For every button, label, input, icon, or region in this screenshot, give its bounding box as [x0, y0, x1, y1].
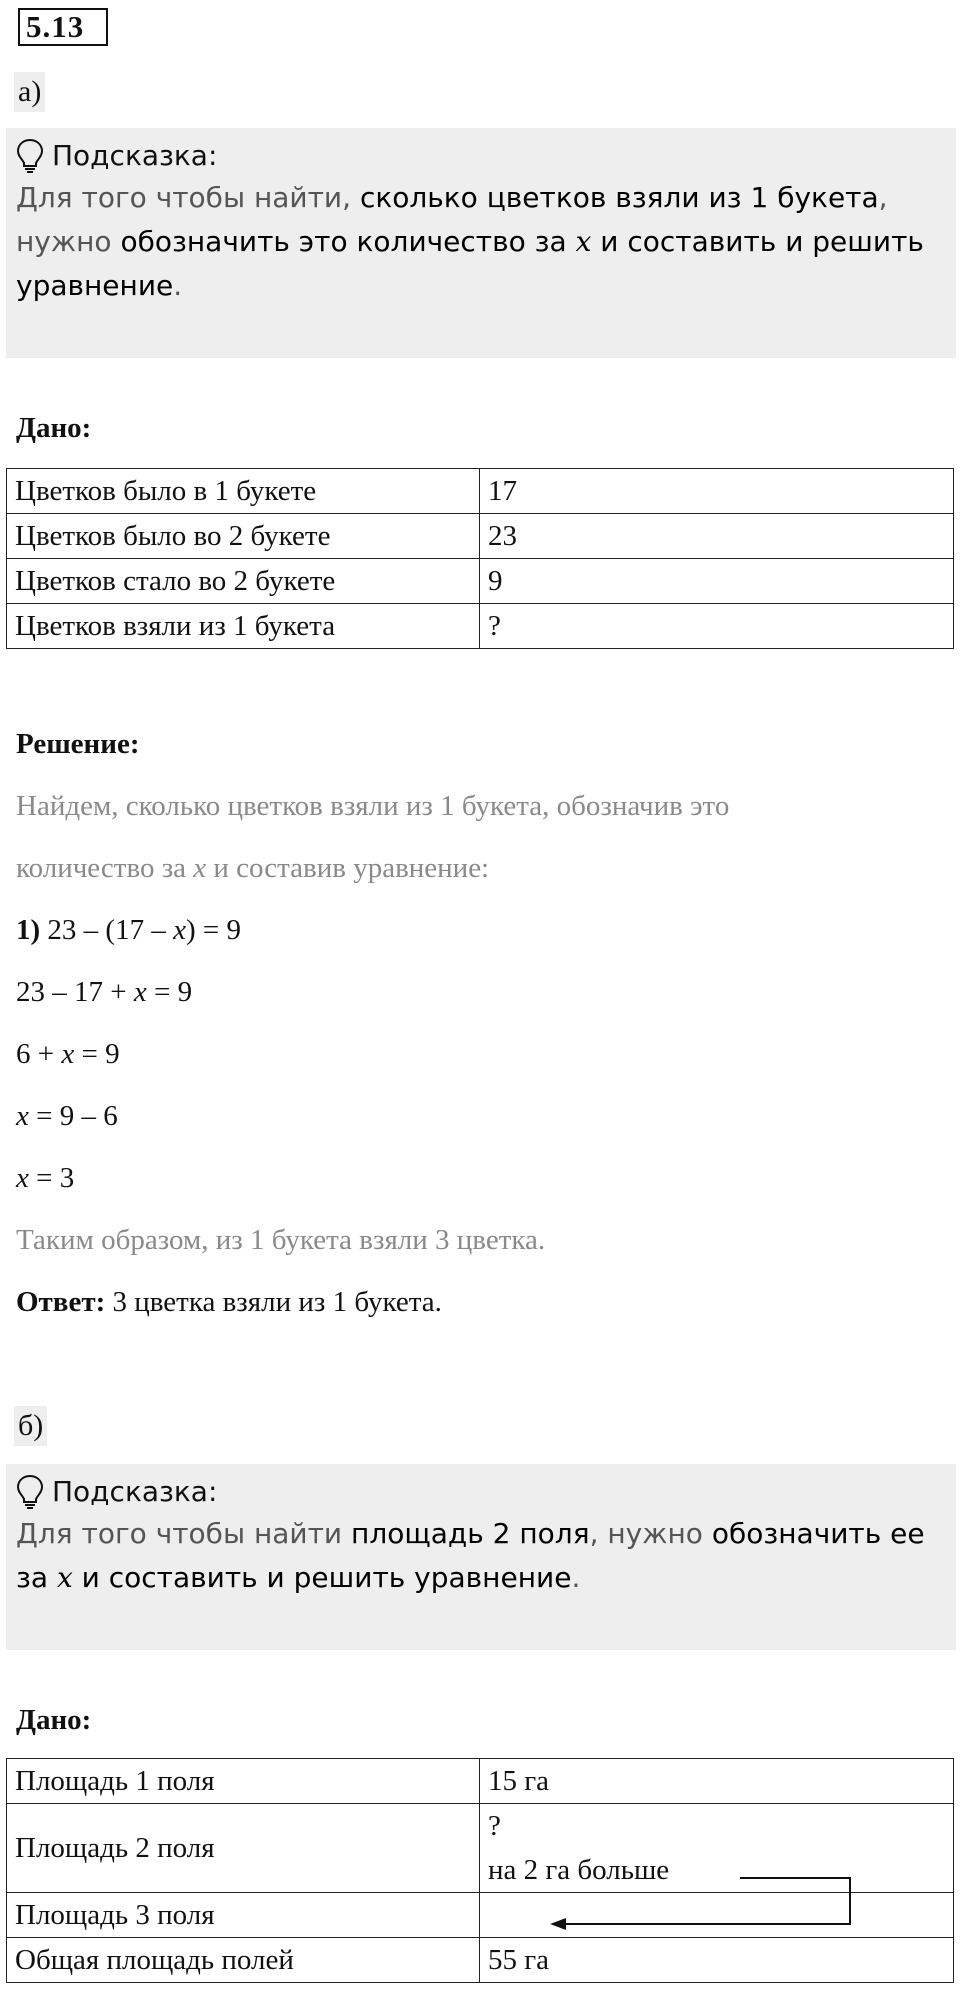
- hint-title: Подсказка:: [52, 1475, 218, 1508]
- part-a-label: а): [14, 72, 45, 112]
- equation-5: x = 3: [16, 1162, 75, 1194]
- table-row: Общая площадь полей 55 га: [7, 1938, 954, 1983]
- hint-text-a: Для того чтобы найти, сколько цветков взяли из 1 букета, нужно обозначить это количество за x и составить и решить уравнение.: [16, 181, 924, 302]
- equation-3: 6 + x = 9: [16, 1038, 120, 1070]
- given-heading-b: Дано:: [16, 1704, 92, 1736]
- table-row: Площадь 3 поля: [7, 1893, 954, 1938]
- table-row: Цветков взяли из 1 букета ?: [7, 604, 954, 649]
- conclusion-a: Таким образом, из 1 букета взяли 3 цветка.: [16, 1224, 546, 1256]
- solution-heading-a: Решение:: [16, 728, 140, 760]
- equation-2: 23 – 17 + x = 9: [16, 976, 193, 1008]
- answer-a: Ответ: 3 цветка взяли из 1 букета.: [16, 1286, 442, 1318]
- part-b-label: б): [14, 1406, 47, 1446]
- hint-text-b: Для того чтобы найти площадь 2 поля, нужно обозначить ее за x и составить и решить уравнение.: [16, 1517, 925, 1594]
- table-row: Цветков было в 1 букете 17: [7, 469, 954, 514]
- table-row: Площадь 2 поля ? на 2 га больше: [7, 1804, 954, 1893]
- hint-title: Подсказка:: [52, 139, 218, 172]
- solution-intro-line-2: количество за x и составив уравнение:: [16, 852, 490, 884]
- table-row: Площадь 1 поля 15 га: [7, 1759, 954, 1804]
- table-row: Цветков было во 2 букете 23: [7, 514, 954, 559]
- comparison-note: на 2 га больше: [488, 1854, 670, 1886]
- equation-4: x = 9 – 6: [16, 1100, 118, 1132]
- unknown-value: ?: [488, 1810, 501, 1842]
- given-heading-a: Дано:: [16, 412, 92, 444]
- table-row: Цветков стало во 2 букете 9: [7, 559, 954, 604]
- task-number: 5.13: [18, 8, 108, 46]
- equation-1: 1) 23 – (17 – x) = 9: [16, 914, 241, 946]
- solution-intro-line-1: Найдем, сколько цветков взяли из 1 букета, обозначив это: [16, 790, 730, 822]
